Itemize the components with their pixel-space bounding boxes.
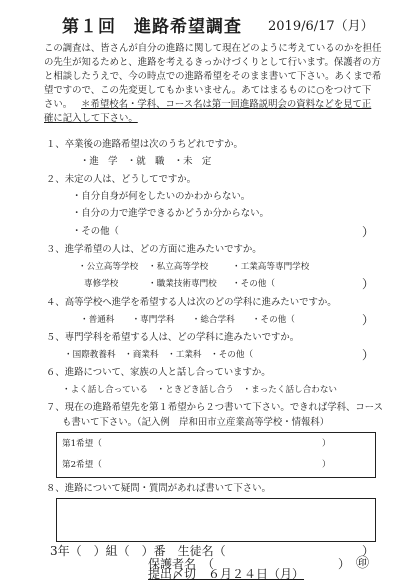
q7-second-choice-close: ） (322, 460, 331, 470)
q5-options: ・国際教養科 ・商業科 ・工業科 ・その他（ (64, 350, 254, 360)
q2-question: ２、未定の人は、どうしてですか。 (46, 174, 197, 185)
q4-options: ・普通科 ・専門学科 ・総合学科 ・その他（ (80, 315, 295, 325)
q3-option-other: ・その他（ (232, 279, 275, 289)
q3-option-vocational: 専修学校 (84, 279, 119, 289)
q4-question: ４、高等学校へ進学を希望する人は次のどの学科に進みたいですか。 (46, 297, 337, 308)
guardian-name-label[interactable]: 保護者名 （ (148, 557, 215, 571)
q5-close-paren: ） (362, 348, 375, 362)
intro-line-1: この調査は、皆さんが自分の進路に関して現在どのように考えているのかを担任 (44, 43, 382, 54)
intro-line-3: と相談したうえで、今の時点での進路希望をそのまま書いて下さい。あくまで希 (44, 71, 382, 82)
intro-note-2: 確に記入して下さい。 (44, 113, 138, 124)
guardian-name-close: ） (338, 557, 351, 571)
intro-line-4: 望ですので、この先変更してもかまいません。あてはまるものに○をつけて下 (44, 85, 372, 96)
q8-question: ８、進路について疑問・質問があれば書いて下さい。 (46, 483, 271, 494)
q7-first-choice-label[interactable]: 第1希望（ (62, 439, 102, 449)
intro-line-5-text: さい。 (44, 99, 73, 110)
q7-first-choice-close: ） (322, 439, 331, 449)
q6-question: ６、進路について、家族の人と話し合っていますか。 (46, 367, 271, 378)
q1-question: １、卒業後の進路希望は次のうちどれですか。 (46, 139, 243, 150)
q3-option-training: ・職業技術専門校 (148, 279, 217, 289)
q7-line-2: も書いて下さい。（記入例 岸和田市立産業高等学校・情報科） (62, 417, 330, 428)
q6-options: ・よく話し合っている ・ときどき話し合う ・まったく話し合わない (62, 385, 338, 395)
q2-option-1: ・自分自身が何をしたいのかわからない。 (72, 191, 251, 202)
q3-option-public: ・公立高等学校 (78, 262, 139, 272)
q3-question: ３、進学希望の人は、どの方面に進みたいですか。 (46, 244, 262, 255)
student-name-close: ） (362, 544, 375, 558)
survey-date: 2019/6/17（月） (268, 19, 374, 34)
q2-close-paren: ） (362, 225, 375, 239)
q2-option-3: ・その他（ (72, 226, 119, 237)
intro-line-5 (44, 98, 371, 111)
q1-options: ・進 学 ・就 職 ・未 定 (80, 156, 212, 167)
q7-second-choice-label[interactable]: 第2希望（ (62, 460, 102, 470)
seal-mark: ㊞ (356, 556, 370, 571)
deadline: 提出〆切 ６月２４日（月） (148, 567, 305, 581)
q4-close-paren: ） (362, 313, 375, 327)
q2-option-2: ・自分の力で進学できるかどうか分からない。 (72, 208, 269, 219)
q7-line-1: ７、現在の進路希望先を第１希望から２つ書いて下さい。できれば学科、コース (46, 402, 384, 413)
intro-line-2 (44, 56, 381, 69)
q3-option-private: ・私立高等学校 (148, 262, 209, 272)
intro-note-1: ＊希望校名・学科、コース名は第一回進路説明会の資料などを見て正 (81, 99, 372, 110)
intro-line-2-text: の先生が知るためと、進路を考えるきっかけづくりとして行います。保護者の方 (44, 57, 381, 68)
student-info-line[interactable]: 3年（ ）組（ ）番 生徒名（ (50, 544, 226, 558)
page-title: 第１回 進路希望調査 (62, 17, 242, 37)
q8-answer-box[interactable] (56, 498, 376, 542)
q3-close-paren: ） (362, 277, 375, 291)
q3-option-technical-college: ・工業高等専門学校 (232, 262, 310, 272)
q5-question: ５、専門学科を希望する人は、どの学科に進みたいですか。 (46, 332, 300, 343)
